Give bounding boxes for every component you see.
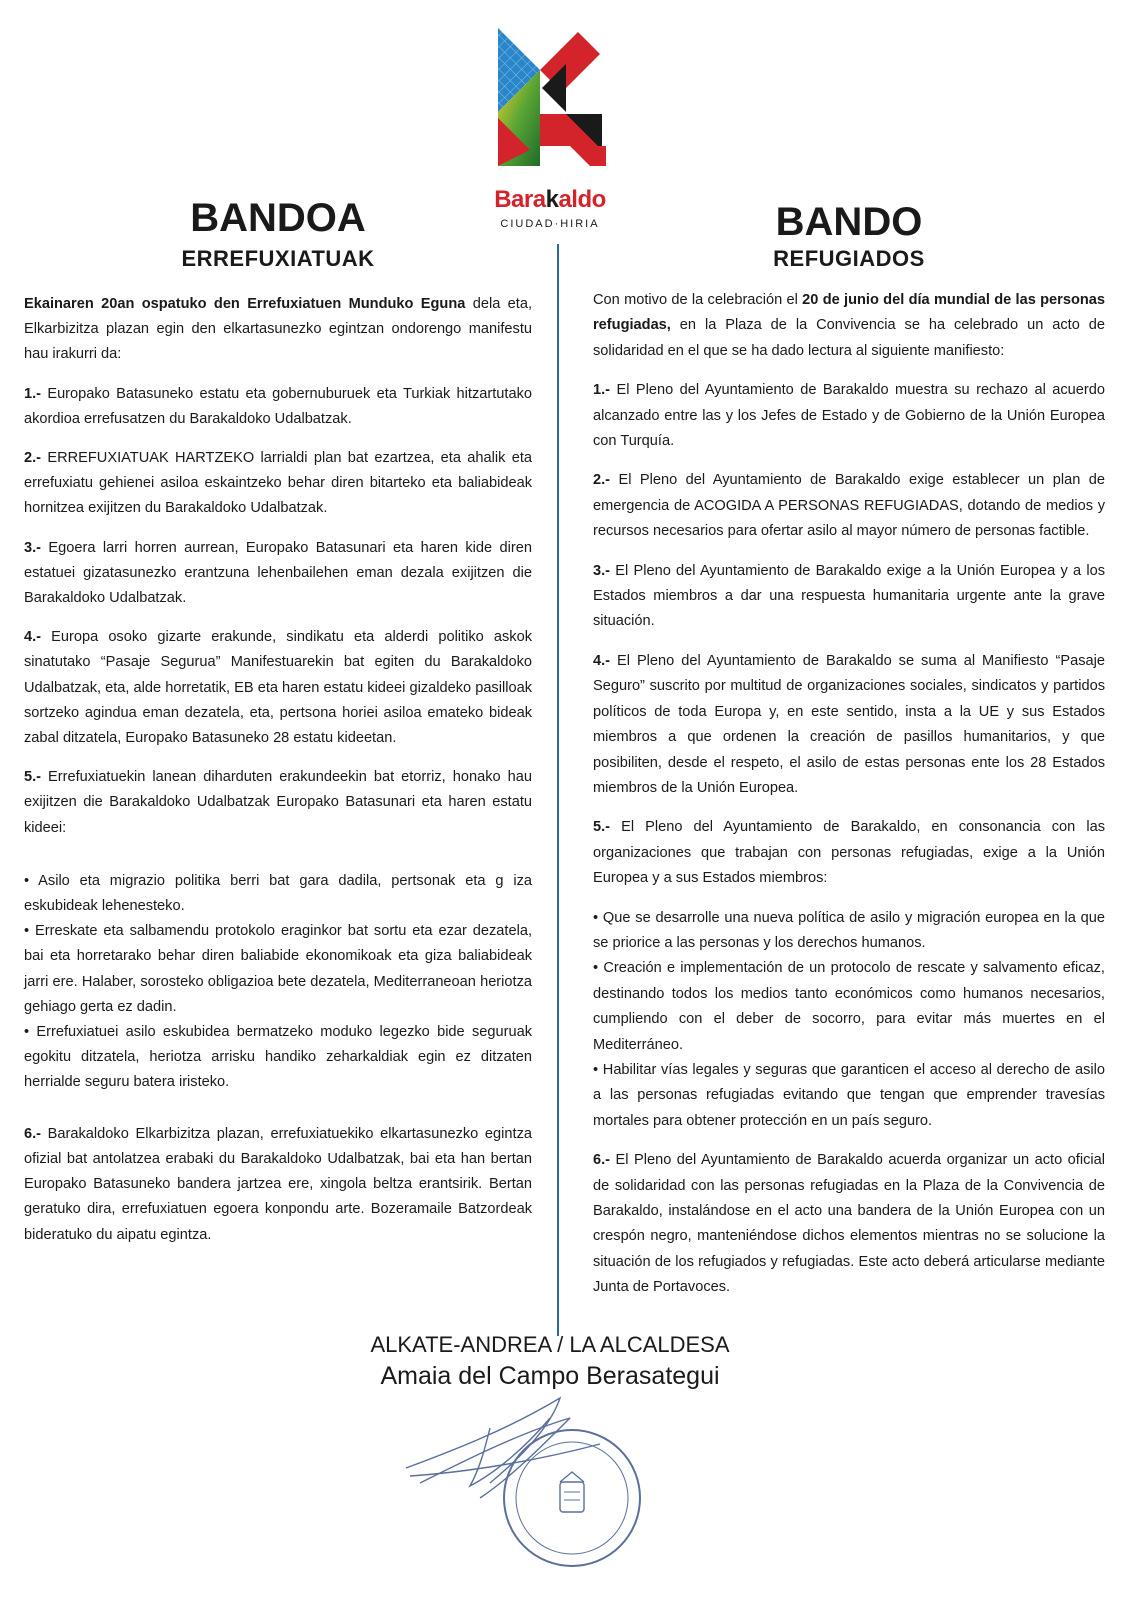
logo-subtitle: CIUDAD·HIRIA xyxy=(500,218,600,230)
left-column-basque xyxy=(24,196,532,1262)
left-bullet-2: • Erreskate eta salbamendu protokolo eraginkor bat sortu eta ezar dezatela, bai eta horretarako behar diren baliabide ekonomikoak eta giza baliabideak jarri ere. Halaber, sorosteko obligazioa bete dezatela, Mediterraneoan heriotza gehiago gerta ez dadin. xyxy=(24,923,532,1015)
right-item-1: 1.- El Pleno del Ayuntamiento de Barakaldo muestra su rechazo al acuerdo alcanzado entre las y los Jefes de Estado y de Gobierno de la Unión Europea con Turquía. xyxy=(593,382,1105,450)
right-item-5: 5.- El Pleno del Ayuntamiento de Barakaldo, en consonancia con las organizaciones que trabajan con personas refugiadas, exige a la Unión Europea y a sus Estados miembros: xyxy=(593,819,1105,887)
right-item-6: 6.- El Pleno del Ayuntamiento de Barakaldo acuerda organizar un acto oficial de solidaridad con las personas refugiadas en la Plaza de la Convivencia de Barakaldo, instalándose en el acto una bandera de la Unión Europea con un crespón negro, manteniéndose dichos elementos mientras no se solucione la situación de los refugiados y refugiadas. Este acto deberá articularse mediante Junta de Portavoces. xyxy=(593,1152,1105,1296)
logo-wordmark: Barakaldo xyxy=(494,186,606,213)
right-bullet-2: • Creación e implementación de un protocolo de rescate y salvamento eficaz, destinando todos los medios tanto económicos como humanos necesarios, cumpliendo con el deber de socorro, para evitar más muertes en el Mediterráneo. xyxy=(593,960,1105,1053)
signature-and-seal xyxy=(400,1388,680,1588)
barakaldo-logo xyxy=(470,18,630,230)
left-item-3: 3.- Egoera larri horren aurrean, Europako Batasunari eta haren kide diren estatuei gizatasunezko erantzuna lehenbailehen eman dezala exijitzen die Barakaldoko Udalbatzak. xyxy=(24,539,532,607)
left-bullet-1: • Asilo eta migrazio politika berri bat gara dadila, pertsonak eta g iza eskubideak lehenesteko. xyxy=(24,872,532,915)
right-subtitle: REFUGIADOS xyxy=(773,246,925,271)
left-item-5: 5.- Errefuxiatuekin lanean diharduten erakundeekin bat etorriz, honako hau exijitzen die Barakaldoko Udalbatzak Europako Batasunari eta haren estatu kideei: xyxy=(24,769,532,836)
right-intro: Con motivo de la celebración el 20 de junio del día mundial de las personas refugiadas, en la Plaza de la Convivencia se ha celebrado un acto de solidaridad en el que se ha dado lectura al siguiente manifiesto: xyxy=(593,292,1106,359)
column-divider xyxy=(557,244,559,1336)
right-bullet-3: • Habilitar vías legales y seguras que garanticen el acceso al derecho de asilo a las personas refugiadas evitando que tengan que emprender travesías mortales para obtener protección en un país seguro. xyxy=(593,1061,1105,1129)
left-item-4: 4.- Europa osoko gizarte erakunde, sindikatu eta alderdi politiko askok sinatutako “Pasaje Segurua” Manifestuarekin bat egiten du Barakaldoko Udalbatzak, eta, alde horretatik, EB eta haren estatu kideei gizaldeko pasilloak sortzeko agindua eman dezatela, eta, pertsona horiei asiloa emateko bideak zabal ditzatela, Europako Batasuneko 28 estatu kideetan. xyxy=(24,629,532,747)
left-intro: Ekainaren 20an ospatuko den Errefuxiatuen Munduko Eguna dela eta, Elkarbizitza plazan egin den elkartasunezko egintzan ondorengo manifestu hau irakurri da: xyxy=(24,296,532,363)
right-item-3: 3.- El Pleno del Ayuntamiento de Barakaldo exige a la Unión Europea y a los Estados miembros a dar una respuesta humanitaria urgente ante la grave situación. xyxy=(593,562,1105,630)
left-item-6: 6.- Barakaldoko Elkarbizitza plazan, errefuxiatuekiko elkartasunezko egintza ofizial bat antolatzea erabaki du Barakaldoko Udalbatzak, bai eta han bertan Europako Batasuneko bandera jartzea ere, xingola beltza erantsirik. Bertan geratuko dira, errefuxiatuen egoera konpondu arte. Bozeramaile Batzordeak bideratuko du aipatu egintza. xyxy=(24,1125,532,1243)
right-item-4: 4.- El Pleno del Ayuntamiento de Barakaldo se suma al Manifiesto “Pasaje Seguro” suscrito por multitud de organizaciones sociales, sindicatos y partidos políticos de toda Europa y, en este sentido, insta a la UE y sus Estados miembros a que ordenen la creación de pasillos humanitarios, y que posibiliten, desde el respeto, el asilo de estas personas ente los 28 Estados miembros de la Unión Europea. xyxy=(593,652,1105,796)
right-item-2: 2.- El Pleno del Ayuntamiento de Barakaldo exige establecer un plan de emergencia de ACOGIDA A PERSONAS REFUGIADAS, dotando de medios y recursos necesarios para ofertar asilo al mayor número de personas factible. xyxy=(593,472,1105,540)
left-subtitle: ERREFUXIATUAK xyxy=(181,246,375,271)
right-bullet-1: • Que se desarrolle una nueva política de asilo y migración europea en la que se priorice a las personas y los derechos humanos. xyxy=(593,909,1105,951)
left-bullet-3: • Errefuxiatuei asilo eskubidea bermatzeko moduko legezko bide seguruak egokitu ditzatela, heriotza arrisku handiko zeharkaldiak egin ez ditzaten herrialde seguru batera iristeko. xyxy=(24,1024,532,1091)
left-title: BANDOA xyxy=(190,196,366,240)
barakaldo-k-logo-icon xyxy=(482,18,618,168)
signature-title: ALKATE-ANDREA / LA ALCALDESA xyxy=(370,1332,730,1357)
left-item-2: 2.- ERREFUXIATUAK HARTZEKO larrialdi plan bat ezartzea, eta ahalik eta errefuxiatu gehienei asiloa eskaintzeko behar diren bitarteko eta baliabideak hornitzea exijitzen du Barakaldoko Udalbatzak. xyxy=(24,450,532,517)
left-item-1: 1.- Europako Batasuneko estatu eta gobernuburuek eta Turkiak hitzartutako akordioa errefusatzen du Barakaldoko Udalbatzak. xyxy=(24,385,532,427)
handwritten-signature-icon xyxy=(406,1398,600,1498)
right-column-spanish xyxy=(593,196,1105,1315)
signature-name: Amaia del Campo Berasategui xyxy=(380,1362,720,1390)
right-title: BANDO xyxy=(775,200,923,244)
